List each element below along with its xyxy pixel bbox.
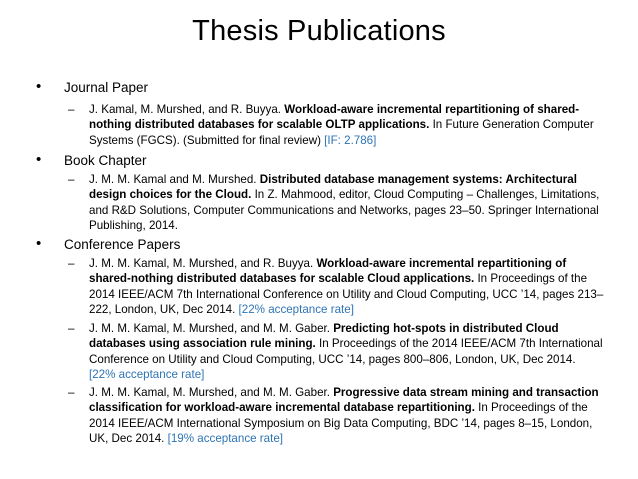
publication-authors: J. Kamal, M. Murshed, and R. Buyya.	[89, 103, 285, 116]
publication-venue: In Proceedings of the 2014 IEEE/ACM 7th International Conference on Utility and Cloud Computing, UCC ’14, pages 213–222, London, UK, Dec 2014.	[89, 272, 604, 316]
dash-icon: –	[68, 173, 75, 186]
publication-authors: J. M. M. Kamal and M. Murshed.	[89, 173, 260, 186]
dash-icon: –	[68, 103, 75, 116]
publication-authors: J. M. M. Kamal, M. Murshed, and R. Buyya.	[89, 257, 317, 270]
publication-venue: In Proceedings of the 2014 IEEE/ACM 7th International Conference on Utility and Cloud Computing, UCC ’14, pages 800–806, London, UK, Dec 2014.	[89, 337, 603, 366]
publication-title: Workload-aware incremental repartitioning of shared-nothing distributed databases for scalable Cloud applications.	[89, 257, 567, 286]
bullet-icon: •	[36, 151, 42, 168]
publication-text	[89, 321, 604, 382]
publication-venue: In Proceedings of the 2014 IEEE/ACM International Symposium on Big Data Computing, BDC ’14, pages 8–15, London, UK, Dec 2014.	[89, 401, 593, 445]
section-heading-label: Conference Papers	[64, 237, 181, 252]
page-title: Thesis Publications	[192, 15, 446, 47]
publication-note: [IF: 2.786]	[324, 133, 377, 147]
dash-icon: –	[68, 386, 75, 399]
publication-note: [22% acceptance rate]	[238, 302, 354, 316]
publication-note: [22% acceptance rate]	[89, 367, 205, 381]
bullet-icon: •	[36, 78, 42, 95]
dash-icon: –	[68, 322, 75, 335]
publication-authors: J. M. M. Kamal, M. Murshed, and M. M. Gaber.	[89, 322, 334, 335]
publication-text	[89, 172, 604, 233]
publication-text	[89, 102, 604, 148]
publication-title: Workload-aware incremental repartitioning of shared-nothing distributed databases for scalable OLTP applications.	[89, 103, 580, 132]
publication-venue: In Z. Mahmood, editor, Cloud Computing – Challenges, Limitations, and R&D Solutions, Computer Communications and Networks, pages 23–50. Springer International Publishing, 2014.	[89, 188, 600, 232]
publication-venue: In Future Generation Computer Systems (FGCS). (Submitted for final review)	[89, 118, 594, 147]
bullet-icon: •	[36, 235, 42, 252]
publication-title: Progressive data stream mining and transaction classification for workload-aware incremental database repartitioning.	[89, 386, 599, 415]
dash-icon: –	[68, 257, 75, 270]
section-heading-label: Journal Paper	[64, 80, 149, 95]
publication-text	[89, 256, 604, 317]
publication-text	[89, 385, 604, 446]
publication-note: [19% acceptance rate]	[167, 431, 283, 445]
publication-authors: J. M. M. Kamal, M. Murshed, and M. M. Gaber.	[89, 386, 334, 399]
publication-title: Predicting hot-spots in distributed Cloud databases using association rule mining.	[89, 322, 559, 351]
publication-title: Distributed database management systems: Architectural design choices for the Cloud.	[89, 173, 577, 202]
section-heading-label: Book Chapter	[64, 153, 147, 168]
